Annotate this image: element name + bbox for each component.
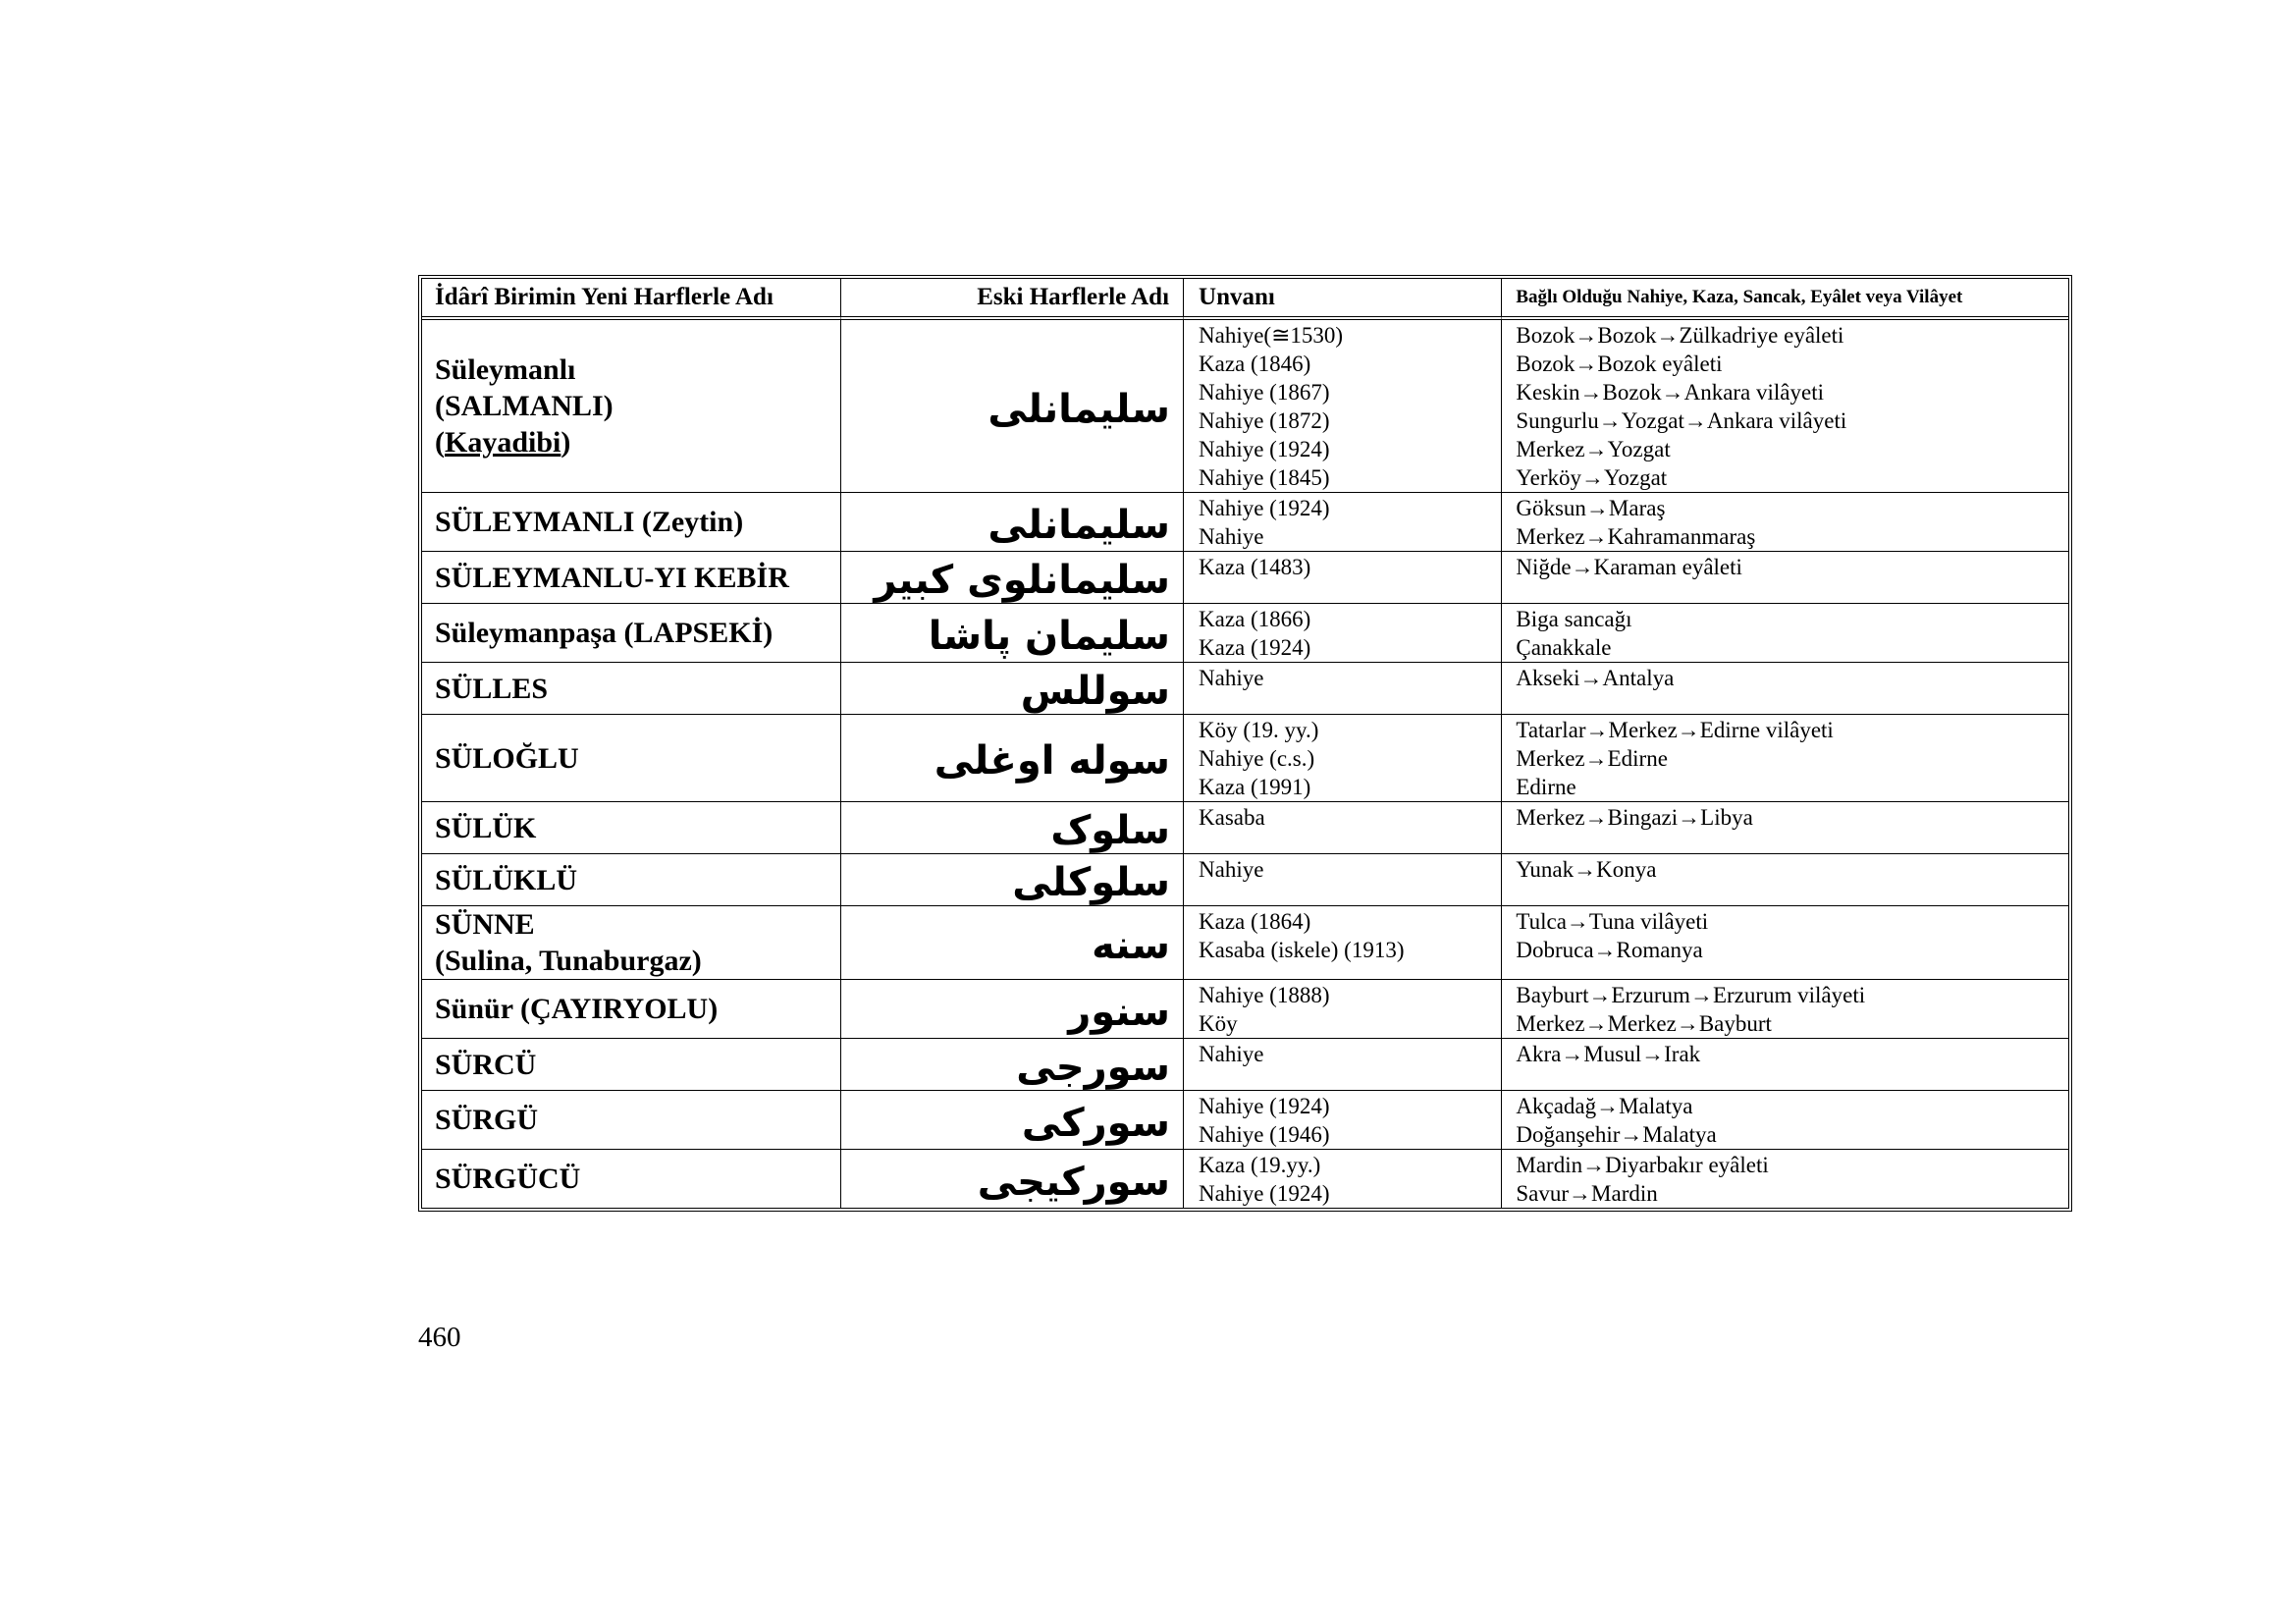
affiliation-entry: Tatarlar→Merkez→Edirne vilâyeti bbox=[1516, 718, 1834, 742]
table-row bbox=[422, 552, 2068, 604]
table-row bbox=[422, 906, 2068, 980]
ottoman-name-cell bbox=[841, 320, 1184, 493]
title-entry: Nahiye (1867) bbox=[1199, 380, 1330, 405]
title-entry: Kaza (1846) bbox=[1199, 352, 1311, 376]
ottoman-name: سلوكلى bbox=[1012, 860, 1171, 905]
affiliation-cell bbox=[1502, 802, 2068, 854]
affiliation-entry: Akçadağ→Malatya bbox=[1516, 1094, 1693, 1118]
ottoman-name: سلوک bbox=[1050, 808, 1171, 853]
affiliation-entry: Sungurlu→Yozgat→Ankara vilâyeti bbox=[1516, 408, 1847, 433]
ottoman-name-cell bbox=[841, 715, 1184, 802]
ottoman-name-cell bbox=[841, 1091, 1184, 1150]
unit-name-cell bbox=[422, 1091, 841, 1150]
unit-name-cell bbox=[422, 980, 841, 1039]
affiliation-entry: Keskin→Bozok→Ankara vilâyeti bbox=[1516, 380, 1824, 405]
ottoman-name: سوله اوغلى bbox=[934, 738, 1171, 784]
affiliation-cell bbox=[1502, 906, 2068, 980]
unit-name-cell bbox=[422, 320, 841, 493]
header-title: Unvanı bbox=[1184, 279, 1502, 320]
affiliation-entry: Biga sancağı bbox=[1516, 607, 1632, 631]
ottoman-name-cell bbox=[841, 663, 1184, 715]
affiliation-entry: Mardin→Diyarbakır eyâleti bbox=[1516, 1153, 1769, 1177]
unit-name-cell bbox=[422, 493, 841, 552]
affiliation-entry: Merkez→Merkez→Bayburt bbox=[1516, 1011, 1772, 1036]
header-new-letters-name: İdârî Birimin Yeni Harflerle Adı bbox=[422, 279, 841, 320]
affiliation-entry: Akseki→Antalya bbox=[1516, 666, 1675, 690]
ottoman-name: سليمان پاشا bbox=[928, 613, 1171, 659]
title-cell bbox=[1184, 663, 1502, 715]
title-cell bbox=[1184, 552, 1502, 604]
affiliation-entry: Niğde→Karaman eyâleti bbox=[1516, 555, 1742, 579]
ottoman-name-cell bbox=[841, 1150, 1184, 1208]
affiliation-entry: Merkez→Edirne bbox=[1516, 746, 1668, 771]
ottoman-name-cell bbox=[841, 552, 1184, 604]
ottoman-name: سورجى bbox=[1016, 1045, 1171, 1090]
affiliation-cell bbox=[1502, 1150, 2068, 1208]
unit-name-line: SÜLÜKLÜ bbox=[435, 863, 578, 896]
ottoman-name: سليمانلى bbox=[988, 502, 1171, 548]
table-header bbox=[422, 279, 2068, 320]
table-row bbox=[422, 320, 2068, 493]
unit-name-line: Süleymanpaşa (LAPSEKİ) bbox=[435, 617, 774, 649]
affiliation-entry: Akra→Musul→Irak bbox=[1516, 1042, 1701, 1066]
title-entry: Nahiye bbox=[1199, 857, 1264, 882]
unit-name-line: Sünür (ÇAYIRYOLU) bbox=[435, 993, 719, 1025]
title-entry: Nahiye (1924) bbox=[1199, 1094, 1330, 1118]
ottoman-name: سنور bbox=[1068, 989, 1171, 1035]
table-row bbox=[422, 802, 2068, 854]
header-old-letters-name: Eski Harflerle Adı bbox=[841, 279, 1184, 320]
ottoman-name: سليمانلوى كبير bbox=[874, 558, 1171, 603]
title-cell bbox=[1184, 854, 1502, 906]
title-entry: Nahiye bbox=[1199, 666, 1264, 690]
unit-name-line: SÜLEYMANLU-YI KEBİR bbox=[435, 561, 789, 594]
ottoman-name: سنه bbox=[1092, 923, 1171, 968]
affiliation-entry: Yunak→Konya bbox=[1516, 857, 1657, 882]
title-cell bbox=[1184, 604, 1502, 663]
affiliation-entry: Bozok→Bozok eyâleti bbox=[1516, 352, 1723, 376]
ottoman-name: سليمانلى bbox=[988, 386, 1171, 432]
affiliation-entry: Çanakkale bbox=[1516, 635, 1612, 660]
affiliation-cell bbox=[1502, 493, 2068, 552]
unit-name-cell bbox=[422, 715, 841, 802]
title-entry: Kaza (1483) bbox=[1199, 555, 1311, 579]
unit-name-cell bbox=[422, 604, 841, 663]
unit-name-cell bbox=[422, 663, 841, 715]
unit-name-line: SÜRGÜ bbox=[435, 1104, 539, 1136]
affiliation-entry: Merkez→Yozgat bbox=[1516, 437, 1671, 461]
affiliation-entry: Merkez→Kahramanmaraş bbox=[1516, 524, 1756, 549]
title-entry: Nahiye bbox=[1199, 524, 1264, 549]
unit-name-line: SÜLLES bbox=[435, 672, 549, 705]
unit-name-line: Süleymanlı bbox=[435, 353, 576, 386]
table-row bbox=[422, 604, 2068, 663]
gazetteer-table bbox=[418, 275, 2072, 1212]
header-row bbox=[422, 279, 2068, 320]
unit-name-line: SÜLOĞLU bbox=[435, 741, 579, 775]
unit-name-cell bbox=[422, 854, 841, 906]
unit-name-cell bbox=[422, 906, 841, 980]
title-cell bbox=[1184, 715, 1502, 802]
unit-name-cell bbox=[422, 802, 841, 854]
title-cell bbox=[1184, 1150, 1502, 1208]
title-entry: Kaza (1991) bbox=[1199, 775, 1311, 799]
title-entry: Nahiye (c.s.) bbox=[1199, 746, 1315, 771]
ottoman-name-cell bbox=[841, 854, 1184, 906]
title-entry: Kaza (1866) bbox=[1199, 607, 1311, 631]
unit-name-line: (Kayadibi) bbox=[435, 426, 571, 459]
unit-name-line: (SALMANLI) bbox=[435, 390, 614, 422]
affiliation-cell bbox=[1502, 1039, 2068, 1091]
title-entry: Kaza (19.yy.) bbox=[1199, 1153, 1321, 1177]
title-entry: Nahiye (1924) bbox=[1199, 437, 1330, 461]
table-row bbox=[422, 1150, 2068, 1208]
affiliation-entry: Edirne bbox=[1516, 775, 1576, 799]
affiliation-entry: Doğanşehir→Malatya bbox=[1516, 1122, 1717, 1147]
title-entry: Kasaba (iskele) (1913) bbox=[1199, 938, 1405, 962]
affiliation-entry: Yerköy→Yozgat bbox=[1516, 465, 1668, 490]
title-cell bbox=[1184, 906, 1502, 980]
title-cell bbox=[1184, 802, 1502, 854]
unit-name-line: SÜRCÜ bbox=[435, 1048, 537, 1081]
underlined-alt-name: Kayadibi bbox=[445, 426, 561, 459]
title-entry: Nahiye(≅1530) bbox=[1199, 323, 1344, 348]
ottoman-name-cell bbox=[841, 906, 1184, 980]
table-row bbox=[422, 663, 2068, 715]
affiliation-cell bbox=[1502, 552, 2068, 604]
title-cell bbox=[1184, 320, 1502, 493]
table-row bbox=[422, 1039, 2068, 1091]
title-entry: Köy (19. yy.) bbox=[1199, 718, 1319, 742]
title-entry: Köy bbox=[1199, 1011, 1238, 1036]
page-number: 460 bbox=[418, 1322, 461, 1353]
unit-name-line: SÜNNE bbox=[435, 908, 535, 941]
unit-name-cell bbox=[422, 1039, 841, 1091]
unit-name-line: SÜLÜK bbox=[435, 811, 537, 844]
title-entry: Kasaba bbox=[1199, 805, 1265, 830]
ottoman-name: سوركيجى bbox=[977, 1159, 1171, 1205]
title-cell bbox=[1184, 1039, 1502, 1091]
affiliation-cell bbox=[1502, 604, 2068, 663]
title-entry: Nahiye (1845) bbox=[1199, 465, 1330, 490]
ottoman-name: سوركى bbox=[1021, 1100, 1171, 1146]
table-row bbox=[422, 854, 2068, 906]
unit-name-cell bbox=[422, 552, 841, 604]
unit-name-cell bbox=[422, 1150, 841, 1208]
affiliation-cell bbox=[1502, 320, 2068, 493]
unit-name-line: SÜLEYMANLI (Zeytin) bbox=[435, 506, 744, 538]
title-entry: Nahiye (1872) bbox=[1199, 408, 1330, 433]
affiliation-entry: Bayburt→Erzurum→Erzurum vilâyeti bbox=[1516, 983, 1866, 1007]
ottoman-name-cell bbox=[841, 1039, 1184, 1091]
title-entry: Kaza (1924) bbox=[1199, 635, 1311, 660]
ottoman-name-cell bbox=[841, 802, 1184, 854]
table-body bbox=[422, 320, 2068, 1208]
affiliation-entry: Savur→Mardin bbox=[1516, 1181, 1658, 1206]
affiliation-cell bbox=[1502, 1091, 2068, 1150]
ottoman-name-cell bbox=[841, 980, 1184, 1039]
title-entry: Nahiye (1888) bbox=[1199, 983, 1330, 1007]
table-row bbox=[422, 980, 2068, 1039]
ottoman-name-cell bbox=[841, 493, 1184, 552]
ottoman-name: سوللس bbox=[1020, 669, 1171, 714]
table-row bbox=[422, 493, 2068, 552]
title-cell bbox=[1184, 493, 1502, 552]
affiliation-entry: Bozok→Bozok→Zülkadriye eyâleti bbox=[1516, 323, 1844, 348]
affiliation-entry: Tulca→Tuna vilâyeti bbox=[1516, 909, 1709, 934]
title-entry: Kaza (1864) bbox=[1199, 909, 1311, 934]
affiliation-cell bbox=[1502, 854, 2068, 906]
title-cell bbox=[1184, 980, 1502, 1039]
title-entry: Nahiye (1924) bbox=[1199, 1181, 1330, 1206]
affiliation-entry: Dobruca→Romanya bbox=[1516, 938, 1703, 962]
table-row bbox=[422, 1091, 2068, 1150]
unit-name-line: (Sulina, Tunaburgaz) bbox=[435, 945, 702, 977]
affiliation-entry: Göksun→Maraş bbox=[1516, 496, 1666, 520]
header-affiliation: Bağlı Olduğu Nahiye, Kaza, Sancak, Eyâlet veya Vilâyet bbox=[1502, 279, 2068, 320]
affiliation-cell bbox=[1502, 980, 2068, 1039]
ottoman-name-cell bbox=[841, 604, 1184, 663]
title-cell bbox=[1184, 1091, 1502, 1150]
affiliation-cell bbox=[1502, 715, 2068, 802]
title-entry: Nahiye (1924) bbox=[1199, 496, 1330, 520]
affiliation-entry: Merkez→Bingazi→Libya bbox=[1516, 805, 1753, 830]
title-entry: Nahiye bbox=[1199, 1042, 1264, 1066]
affiliation-cell bbox=[1502, 663, 2068, 715]
unit-name-line: SÜRGÜCÜ bbox=[435, 1163, 581, 1195]
table-row bbox=[422, 715, 2068, 802]
title-entry: Nahiye (1946) bbox=[1199, 1122, 1330, 1147]
